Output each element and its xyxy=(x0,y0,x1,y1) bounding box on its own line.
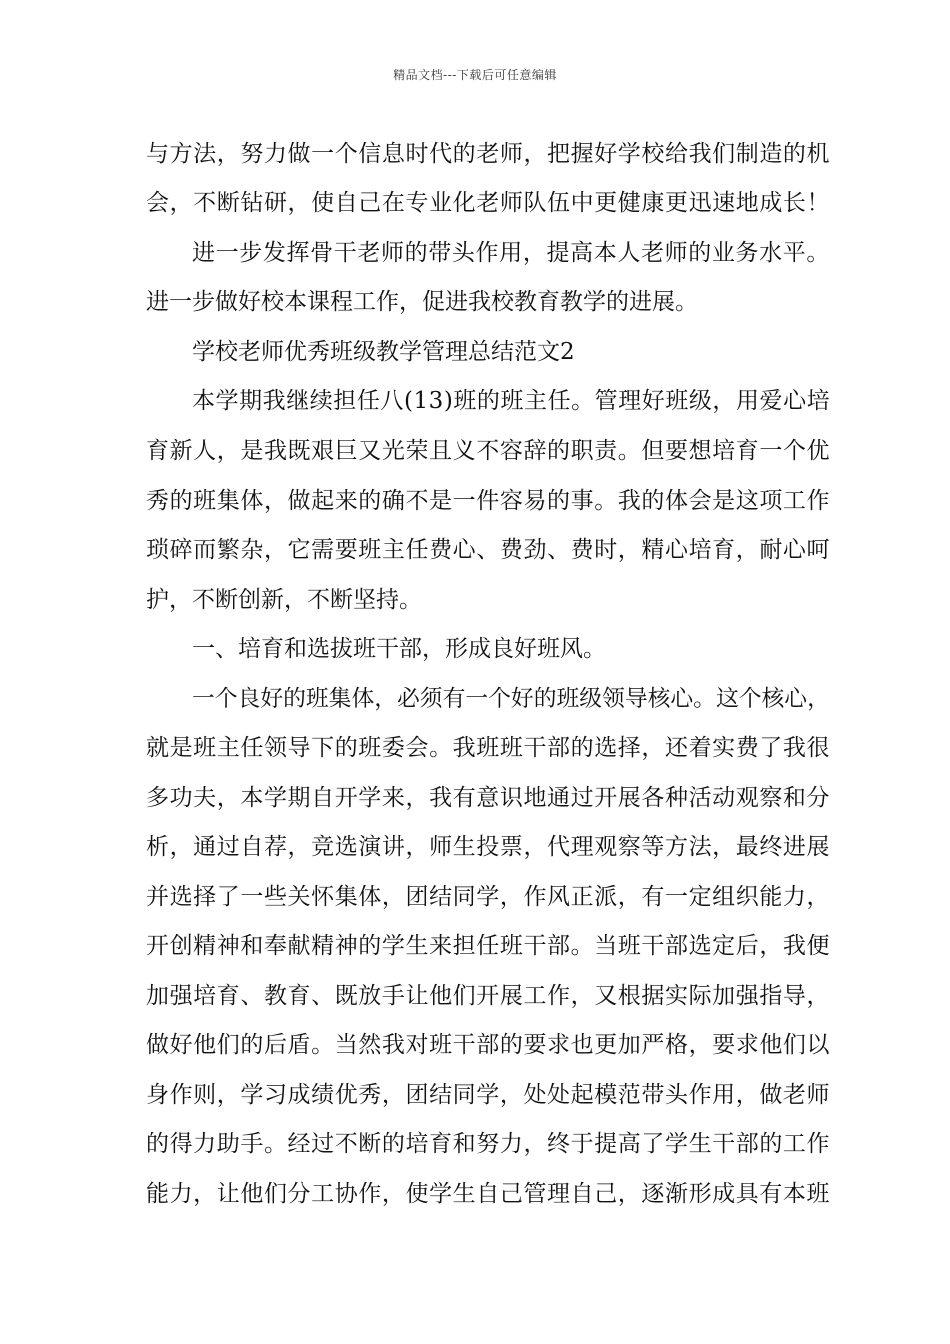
text-line: 并选择了一些关怀集体，团结同学，作风正派，有一定组织能力， xyxy=(146,884,831,910)
section-heading: 学校老师优秀班级教学管理总结范文2 xyxy=(192,339,575,365)
text-line: 护，不断创新，不断坚持。 xyxy=(146,587,422,613)
text-line: 做好他们的后盾。当然我对班干部的要求也更加严格，要求他们以 xyxy=(146,1032,831,1058)
text-line: 会，不断钻研，使自己在专业化老师队伍中更健康更迅速地成长！ xyxy=(146,190,831,216)
text-line: 加强培育、教育、既放手让他们开展工作，又根据实际加强指导， xyxy=(146,983,831,1009)
text-line: 析，通过自荐，竞选演讲，师生投票，代理观察等方法，最终进展 xyxy=(146,834,831,860)
text-line: 的得力助手。经过不断的培育和努力，终于提高了学生干部的工作 xyxy=(146,1131,831,1157)
text-line: 育新人，是我既艰巨又光荣且义不容辞的职责。但要想培育一个优 xyxy=(146,438,831,464)
section-heading: 一、培育和选拔班干部，形成良好班风。 xyxy=(192,636,606,662)
text-line: 琐碎而繁杂，它需要班主任费心、费劲、费时，精心培育，耐心呵 xyxy=(146,537,831,563)
text-line: 进一步做好校本课程工作，促进我校教育教学的进展。 xyxy=(146,289,698,315)
text-line: 一个良好的班集体，必须有一个好的班级领导核心。这个核心， xyxy=(192,686,830,712)
text-line: 多功夫，本学期自开学来，我有意识地通过开展各种活动观察和分 xyxy=(146,785,831,811)
page-header: 精品文档---下载后可任意编辑 xyxy=(393,68,557,82)
text-line: 开创精神和奉献精神的学生来担任班干部。当班干部选定后，我便 xyxy=(146,933,831,959)
text-line: 身作则，学习成绩优秀，团结同学，处处起模范带头作用，做老师 xyxy=(146,1082,831,1108)
text-line: 与方法，努力做一个信息时代的老师，把握好学校给我们制造的机 xyxy=(146,141,831,167)
text-line: 就是班主任领导下的班委会。我班班干部的选择，还着实费了我很 xyxy=(146,735,831,761)
text-line: 进一步发挥骨干老师的带头作用，提高本人老师的业务水平。 xyxy=(192,240,831,266)
text-line: 本学期我继续担任八(13)班的班主任。管理好班级，用爱心培 xyxy=(192,388,831,414)
text-line: 能力，让他们分工协作，使学生自己管理自己，逐渐形成具有本班 xyxy=(146,1181,831,1207)
text-line: 秀的班集体，做起来的确不是一件容易的事。我的体会是这项工作 xyxy=(146,488,831,514)
